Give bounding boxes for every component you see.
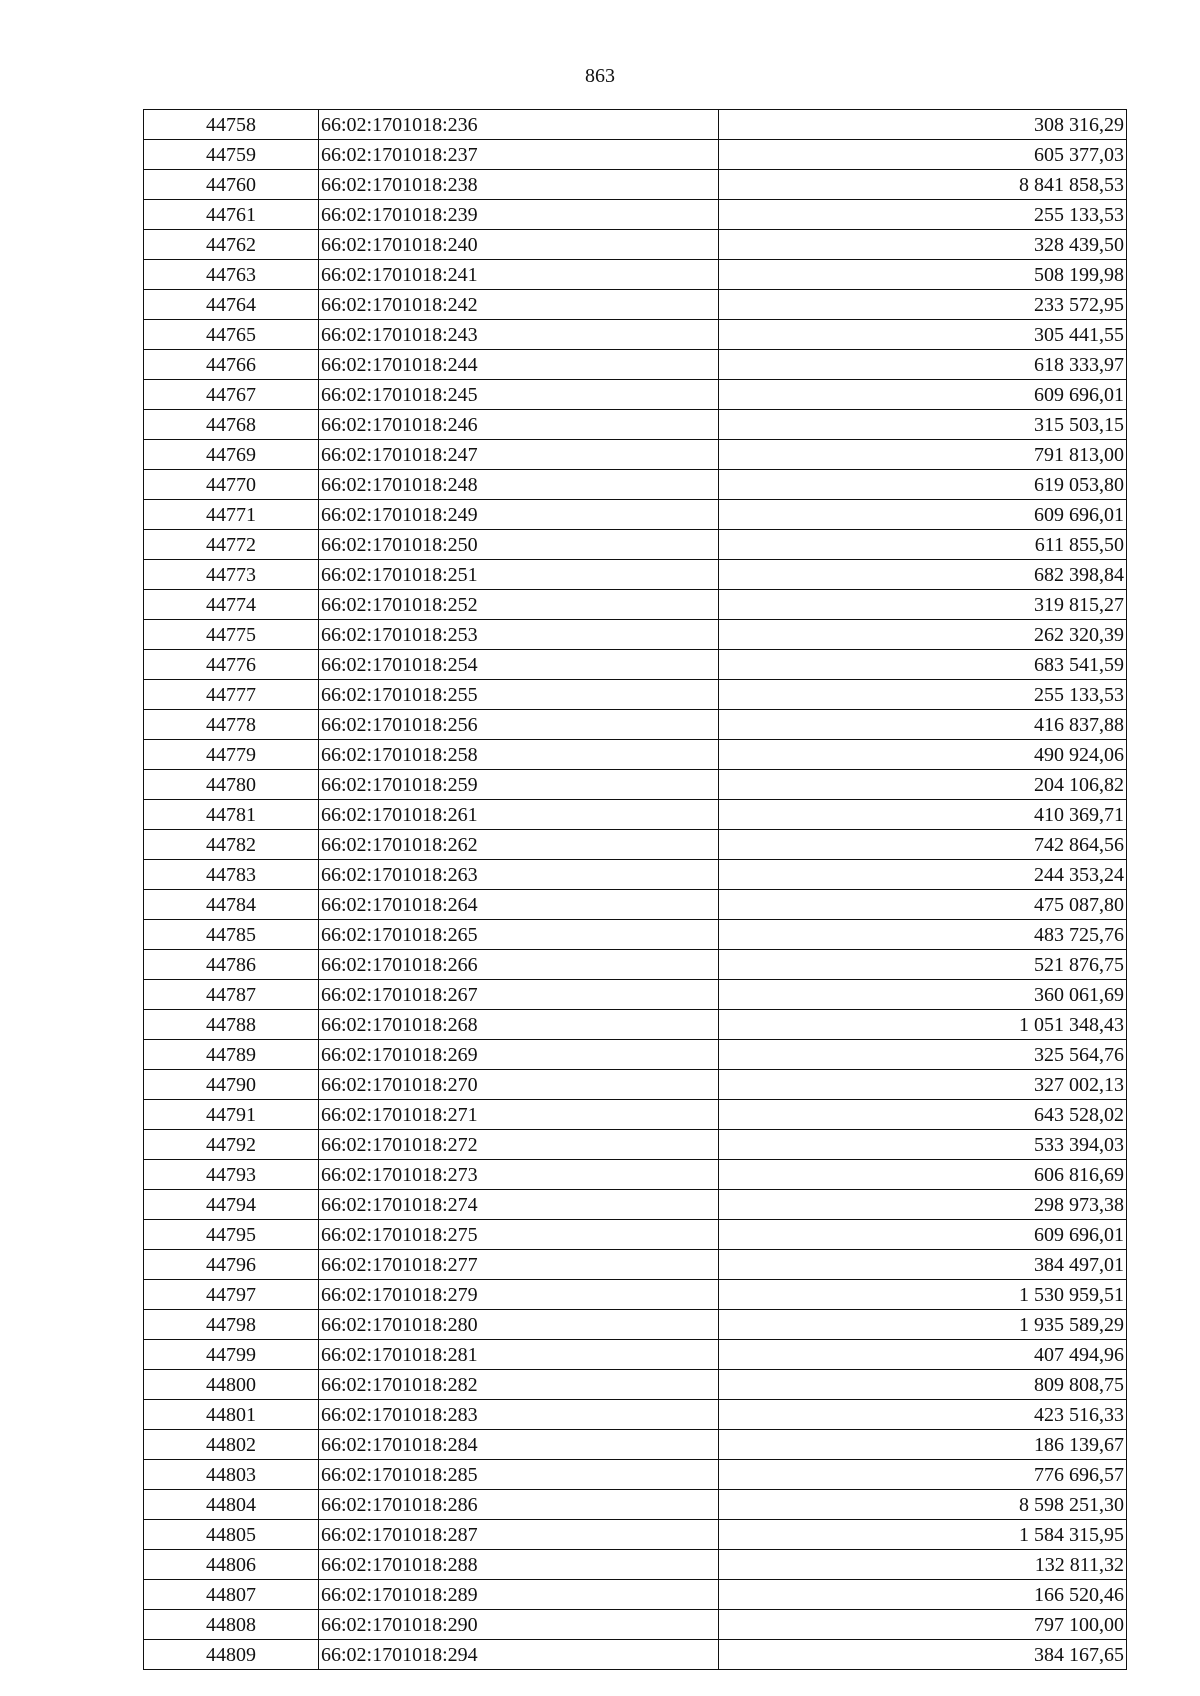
cadastral-number-cell: 66:02:1701018:289 <box>319 1580 719 1610</box>
table-row <box>144 650 1127 680</box>
table-row <box>144 980 1127 1010</box>
row-number-cell: 44785 <box>144 920 319 950</box>
cadastral-value-cell: 186 139,67 <box>719 1430 1127 1460</box>
table-row <box>144 500 1127 530</box>
row-number-cell: 44787 <box>144 980 319 1010</box>
row-number-cell: 44788 <box>144 1010 319 1040</box>
row-number-cell: 44805 <box>144 1520 319 1550</box>
table-row <box>144 1010 1127 1040</box>
cadastral-value-cell: 244 353,24 <box>719 860 1127 890</box>
row-number-cell: 44773 <box>144 560 319 590</box>
cadastral-number-cell: 66:02:1701018:236 <box>319 110 719 140</box>
cadastral-value-cell: 384 167,65 <box>719 1640 1127 1670</box>
table-row <box>144 380 1127 410</box>
row-number-cell: 44766 <box>144 350 319 380</box>
table-row <box>144 1610 1127 1640</box>
cadastral-value-cell: 611 855,50 <box>719 530 1127 560</box>
cadastral-value-cell: 204 106,82 <box>719 770 1127 800</box>
cadastral-value-cell: 521 876,75 <box>719 950 1127 980</box>
table-row <box>144 620 1127 650</box>
cadastral-number-cell: 66:02:1701018:266 <box>319 950 719 980</box>
table-row <box>144 470 1127 500</box>
cadastral-value-table <box>143 109 1127 1670</box>
cadastral-number-cell: 66:02:1701018:286 <box>319 1490 719 1520</box>
cadastral-number-cell: 66:02:1701018:268 <box>319 1010 719 1040</box>
cadastral-value-cell: 682 398,84 <box>719 560 1127 590</box>
cadastral-value-cell: 255 133,53 <box>719 680 1127 710</box>
cadastral-number-cell: 66:02:1701018:252 <box>319 590 719 620</box>
cadastral-value-cell: 643 528,02 <box>719 1100 1127 1130</box>
cadastral-number-cell: 66:02:1701018:246 <box>319 410 719 440</box>
row-number-cell: 44782 <box>144 830 319 860</box>
cadastral-number-cell: 66:02:1701018:242 <box>319 290 719 320</box>
row-number-cell: 44763 <box>144 260 319 290</box>
row-number-cell: 44793 <box>144 1160 319 1190</box>
cadastral-value-cell: 423 516,33 <box>719 1400 1127 1430</box>
cadastral-number-cell: 66:02:1701018:249 <box>319 500 719 530</box>
cadastral-value-cell: 407 494,96 <box>719 1340 1127 1370</box>
row-number-cell: 44772 <box>144 530 319 560</box>
cadastral-value-cell: 410 369,71 <box>719 800 1127 830</box>
cadastral-value-cell: 262 320,39 <box>719 620 1127 650</box>
table-row <box>144 800 1127 830</box>
cadastral-number-cell: 66:02:1701018:273 <box>319 1160 719 1190</box>
cadastral-value-cell: 308 316,29 <box>719 110 1127 140</box>
row-number-cell: 44768 <box>144 410 319 440</box>
table-row <box>144 1550 1127 1580</box>
table-row <box>144 1430 1127 1460</box>
row-number-cell: 44799 <box>144 1340 319 1370</box>
cadastral-number-cell: 66:02:1701018:261 <box>319 800 719 830</box>
table-row <box>144 410 1127 440</box>
cadastral-number-cell: 66:02:1701018:271 <box>319 1100 719 1130</box>
row-number-cell: 44774 <box>144 590 319 620</box>
row-number-cell: 44783 <box>144 860 319 890</box>
table-row <box>144 1280 1127 1310</box>
row-number-cell: 44789 <box>144 1040 319 1070</box>
cadastral-value-cell: 683 541,59 <box>719 650 1127 680</box>
row-number-cell: 44797 <box>144 1280 319 1310</box>
row-number-cell: 44776 <box>144 650 319 680</box>
cadastral-number-cell: 66:02:1701018:290 <box>319 1610 719 1640</box>
cadastral-number-cell: 66:02:1701018:239 <box>319 200 719 230</box>
table-row <box>144 1400 1127 1430</box>
cadastral-value-cell: 1 530 959,51 <box>719 1280 1127 1310</box>
cadastral-value-cell: 1 935 589,29 <box>719 1310 1127 1340</box>
cadastral-value-cell: 8 598 251,30 <box>719 1490 1127 1520</box>
row-number-cell: 44809 <box>144 1640 319 1670</box>
cadastral-value-cell: 305 441,55 <box>719 320 1127 350</box>
row-number-cell: 44791 <box>144 1100 319 1130</box>
row-number-cell: 44759 <box>144 140 319 170</box>
table-row <box>144 950 1127 980</box>
cadastral-number-cell: 66:02:1701018:253 <box>319 620 719 650</box>
cadastral-value-cell: 1 051 348,43 <box>719 1010 1127 1040</box>
cadastral-value-cell: 609 696,01 <box>719 380 1127 410</box>
table-row <box>144 740 1127 770</box>
cadastral-number-cell: 66:02:1701018:251 <box>319 560 719 590</box>
cadastral-value-cell: 490 924,06 <box>719 740 1127 770</box>
row-number-cell: 44784 <box>144 890 319 920</box>
cadastral-value-cell: 776 696,57 <box>719 1460 1127 1490</box>
cadastral-value-cell: 606 816,69 <box>719 1160 1127 1190</box>
page-number: 863 <box>585 65 615 87</box>
cadastral-value-cell: 315 503,15 <box>719 410 1127 440</box>
cadastral-number-cell: 66:02:1701018:287 <box>319 1520 719 1550</box>
table-row <box>144 1100 1127 1130</box>
cadastral-number-cell: 66:02:1701018:267 <box>319 980 719 1010</box>
row-number-cell: 44807 <box>144 1580 319 1610</box>
cadastral-value-cell: 325 564,76 <box>719 1040 1127 1070</box>
row-number-cell: 44804 <box>144 1490 319 1520</box>
row-number-cell: 44794 <box>144 1190 319 1220</box>
row-number-cell: 44790 <box>144 1070 319 1100</box>
cadastral-value-cell: 618 333,97 <box>719 350 1127 380</box>
table-row <box>144 290 1127 320</box>
cadastral-number-cell: 66:02:1701018:250 <box>319 530 719 560</box>
table-row <box>144 1580 1127 1610</box>
cadastral-value-cell: 797 100,00 <box>719 1610 1127 1640</box>
cadastral-number-cell: 66:02:1701018:240 <box>319 230 719 260</box>
cadastral-number-cell: 66:02:1701018:282 <box>319 1370 719 1400</box>
row-number-cell: 44775 <box>144 620 319 650</box>
table-row <box>144 1040 1127 1070</box>
table-row <box>144 110 1127 140</box>
cadastral-value-cell: 609 696,01 <box>719 1220 1127 1250</box>
table-row <box>144 350 1127 380</box>
cadastral-number-cell: 66:02:1701018:288 <box>319 1550 719 1580</box>
table-row <box>144 1160 1127 1190</box>
cadastral-value-cell: 791 813,00 <box>719 440 1127 470</box>
row-number-cell: 44758 <box>144 110 319 140</box>
cadastral-number-cell: 66:02:1701018:294 <box>319 1640 719 1670</box>
table-row <box>144 1070 1127 1100</box>
table-row <box>144 320 1127 350</box>
table-row <box>144 140 1127 170</box>
table-row <box>144 920 1127 950</box>
row-number-cell: 44798 <box>144 1310 319 1340</box>
cadastral-value-cell: 327 002,13 <box>719 1070 1127 1100</box>
cadastral-number-cell: 66:02:1701018:281 <box>319 1340 719 1370</box>
row-number-cell: 44786 <box>144 950 319 980</box>
row-number-cell: 44771 <box>144 500 319 530</box>
cadastral-number-cell: 66:02:1701018:244 <box>319 350 719 380</box>
cadastral-number-cell: 66:02:1701018:285 <box>319 1460 719 1490</box>
cadastral-number-cell: 66:02:1701018:245 <box>319 380 719 410</box>
cadastral-number-cell: 66:02:1701018:277 <box>319 1250 719 1280</box>
row-number-cell: 44770 <box>144 470 319 500</box>
table-row <box>144 1340 1127 1370</box>
table-row <box>144 530 1127 560</box>
cadastral-number-cell: 66:02:1701018:247 <box>319 440 719 470</box>
row-number-cell: 44761 <box>144 200 319 230</box>
row-number-cell: 44777 <box>144 680 319 710</box>
table-row <box>144 440 1127 470</box>
cadastral-value-cell: 8 841 858,53 <box>719 170 1127 200</box>
cadastral-value-cell: 475 087,80 <box>719 890 1127 920</box>
cadastral-value-cell: 255 133,53 <box>719 200 1127 230</box>
cadastral-number-cell: 66:02:1701018:275 <box>319 1220 719 1250</box>
row-number-cell: 44781 <box>144 800 319 830</box>
row-number-cell: 44780 <box>144 770 319 800</box>
cadastral-value-cell: 533 394,03 <box>719 1130 1127 1160</box>
cadastral-number-cell: 66:02:1701018:274 <box>319 1190 719 1220</box>
cadastral-value-cell: 233 572,95 <box>719 290 1127 320</box>
row-number-cell: 44806 <box>144 1550 319 1580</box>
row-number-cell: 44792 <box>144 1130 319 1160</box>
cadastral-number-cell: 66:02:1701018:241 <box>319 260 719 290</box>
cadastral-value-cell: 809 808,75 <box>719 1370 1127 1400</box>
table-row <box>144 1220 1127 1250</box>
row-number-cell: 44795 <box>144 1220 319 1250</box>
cadastral-number-cell: 66:02:1701018:284 <box>319 1430 719 1460</box>
row-number-cell: 44803 <box>144 1460 319 1490</box>
cadastral-number-cell: 66:02:1701018:265 <box>319 920 719 950</box>
cadastral-value-cell: 132 811,32 <box>719 1550 1127 1580</box>
table-row <box>144 260 1127 290</box>
row-number-cell: 44800 <box>144 1370 319 1400</box>
cadastral-value-cell: 609 696,01 <box>719 500 1127 530</box>
row-number-cell: 44802 <box>144 1430 319 1460</box>
cadastral-number-cell: 66:02:1701018:255 <box>319 680 719 710</box>
row-number-cell: 44767 <box>144 380 319 410</box>
cadastral-number-cell: 66:02:1701018:272 <box>319 1130 719 1160</box>
cadastral-number-cell: 66:02:1701018:259 <box>319 770 719 800</box>
cadastral-number-cell: 66:02:1701018:280 <box>319 1310 719 1340</box>
table-row <box>144 560 1127 590</box>
table-row <box>144 1130 1127 1160</box>
table-row <box>144 230 1127 260</box>
table-row <box>144 890 1127 920</box>
cadastral-value-cell: 508 199,98 <box>719 260 1127 290</box>
cadastral-number-cell: 66:02:1701018:248 <box>319 470 719 500</box>
cadastral-value-cell: 483 725,76 <box>719 920 1127 950</box>
table-row <box>144 830 1127 860</box>
cadastral-value-cell: 1 584 315,95 <box>719 1520 1127 1550</box>
cadastral-number-cell: 66:02:1701018:238 <box>319 170 719 200</box>
cadastral-value-cell: 605 377,03 <box>719 140 1127 170</box>
cadastral-number-cell: 66:02:1701018:262 <box>319 830 719 860</box>
row-number-cell: 44764 <box>144 290 319 320</box>
cadastral-value-cell: 416 837,88 <box>719 710 1127 740</box>
row-number-cell: 44765 <box>144 320 319 350</box>
cadastral-number-cell: 66:02:1701018:254 <box>319 650 719 680</box>
row-number-cell: 44760 <box>144 170 319 200</box>
table-row <box>144 1460 1127 1490</box>
row-number-cell: 44769 <box>144 440 319 470</box>
cadastral-value-cell: 319 815,27 <box>719 590 1127 620</box>
row-number-cell: 44779 <box>144 740 319 770</box>
table-body <box>144 110 1127 1670</box>
table-row <box>144 1490 1127 1520</box>
row-number-cell: 44762 <box>144 230 319 260</box>
cadastral-number-cell: 66:02:1701018:270 <box>319 1070 719 1100</box>
table-row <box>144 710 1127 740</box>
cadastral-value-cell: 298 973,38 <box>719 1190 1127 1220</box>
table-row <box>144 1190 1127 1220</box>
cadastral-number-cell: 66:02:1701018:264 <box>319 890 719 920</box>
cadastral-number-cell: 66:02:1701018:256 <box>319 710 719 740</box>
cadastral-value-cell: 328 439,50 <box>719 230 1127 260</box>
row-number-cell: 44808 <box>144 1610 319 1640</box>
cadastral-number-cell: 66:02:1701018:269 <box>319 1040 719 1070</box>
table-row <box>144 200 1127 230</box>
cadastral-value-cell: 166 520,46 <box>719 1580 1127 1610</box>
cadastral-number-cell: 66:02:1701018:279 <box>319 1280 719 1310</box>
table-row <box>144 770 1127 800</box>
table-row <box>144 1640 1127 1670</box>
table-row <box>144 680 1127 710</box>
row-number-cell: 44801 <box>144 1400 319 1430</box>
cadastral-number-cell: 66:02:1701018:283 <box>319 1400 719 1430</box>
table-row <box>144 1250 1127 1280</box>
cadastral-number-cell: 66:02:1701018:237 <box>319 140 719 170</box>
cadastral-number-cell: 66:02:1701018:243 <box>319 320 719 350</box>
table-row <box>144 590 1127 620</box>
cadastral-value-cell: 742 864,56 <box>719 830 1127 860</box>
table-row <box>144 1310 1127 1340</box>
cadastral-value-cell: 619 053,80 <box>719 470 1127 500</box>
row-number-cell: 44796 <box>144 1250 319 1280</box>
cadastral-value-cell: 384 497,01 <box>719 1250 1127 1280</box>
table-row <box>144 170 1127 200</box>
table-row <box>144 860 1127 890</box>
cadastral-value-cell: 360 061,69 <box>719 980 1127 1010</box>
table-row <box>144 1370 1127 1400</box>
cadastral-number-cell: 66:02:1701018:258 <box>319 740 719 770</box>
row-number-cell: 44778 <box>144 710 319 740</box>
table-row <box>144 1520 1127 1550</box>
cadastral-number-cell: 66:02:1701018:263 <box>319 860 719 890</box>
